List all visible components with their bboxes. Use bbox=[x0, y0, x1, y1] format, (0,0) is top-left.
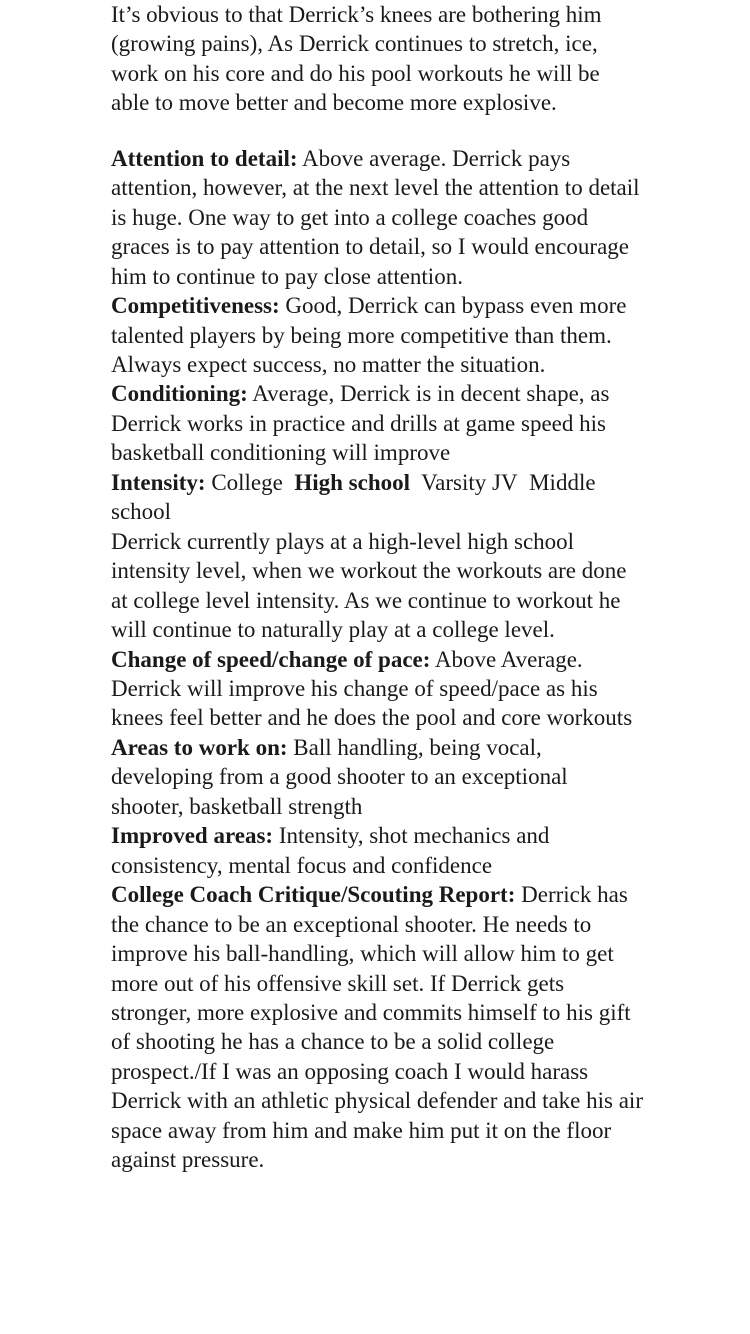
intensity-option-high-school-selected: High school bbox=[294, 469, 411, 495]
intensity-option-middle-school: Middle school bbox=[111, 469, 596, 525]
competitiveness-paragraph bbox=[111, 291, 643, 379]
intensity-option-jv: JV bbox=[492, 469, 518, 495]
improved-areas-text: Intensity, shot mechanics and consistency, mental focus and confidence bbox=[111, 823, 550, 878]
college-coach-critique-label: College Coach Critique/Scouting Report: bbox=[111, 882, 516, 908]
competitiveness-label: Competitiveness: bbox=[111, 293, 280, 319]
college-coach-critique-paragraph bbox=[111, 880, 643, 1175]
intensity-levels-line bbox=[111, 468, 643, 527]
intensity-option-varsity: Varsity bbox=[421, 469, 487, 495]
intensity-paragraph: Derrick currently plays at a high-level high school intensity level, when we workout the workouts are done at college level intensity. As we continue to workout he will continue to naturally play at a college level. bbox=[111, 528, 627, 643]
paragraph-spacer bbox=[111, 118, 643, 144]
improved-areas-paragraph bbox=[111, 821, 643, 880]
change-of-speed-text: Above Average. Derrick will improve his change of speed/pace as his knees feel better and he does the pool and core workouts bbox=[111, 646, 633, 731]
improved-areas-label: Improved areas: bbox=[111, 823, 274, 849]
competitiveness-text: Good, Derrick can bypass even more talented players by being more competitive than them. Always expect success, no matter the situation. bbox=[111, 293, 627, 377]
areas-to-work-on-text: Ball handling, being vocal, developing from a good shooter to an exceptional shooter, basketball strength bbox=[111, 734, 568, 819]
intro-paragraph: It’s obvious to that Derrick’s knees are bothering him (growing pains), As Derrick continues to stretch, ice, work on his core and do his pool workouts he will be able to move better and become more explosive. bbox=[111, 2, 602, 116]
change-of-speed-paragraph bbox=[111, 645, 643, 733]
scouting-report-document bbox=[111, 0, 643, 1175]
attention-to-detail-text: Above average. Derrick pays attention, however, at the next level the attention to detail is huge. One way to get into a college coaches good graces is to pay attention to detail, so I would encourage him to continue to pay close attention. bbox=[111, 145, 640, 289]
areas-to-work-on-paragraph bbox=[111, 733, 643, 821]
attention-to-detail-paragraph bbox=[111, 144, 643, 291]
attention-to-detail-label: Attention to detail: bbox=[111, 145, 298, 171]
college-coach-critique-text: Derrick has the chance to be an exceptional shooter. He needs to improve his ball-handling, which will allow him to get more out of his offensive skill set. If Derrick gets stronger, more explosive and commits himself to his gift of shooting he has a chance to be a solid college prospect./If I was an opposing coach I would harass Derrick with an athletic physical defender and take his air space away from him and make him put it on the floor against pressure. bbox=[111, 882, 643, 1173]
change-of-speed-label: Change of speed/change of pace: bbox=[111, 646, 431, 672]
conditioning-text: Average, Derrick is in decent shape, as Derrick works in practice and drills at game speed his basketball conditioning will improve bbox=[111, 381, 610, 466]
areas-to-work-on-label: Areas to work on: bbox=[111, 734, 288, 760]
conditioning-paragraph bbox=[111, 379, 643, 467]
conditioning-label: Conditioning: bbox=[111, 381, 248, 407]
intensity-option-college: College bbox=[211, 469, 283, 495]
intensity-label: Intensity: bbox=[111, 469, 206, 495]
